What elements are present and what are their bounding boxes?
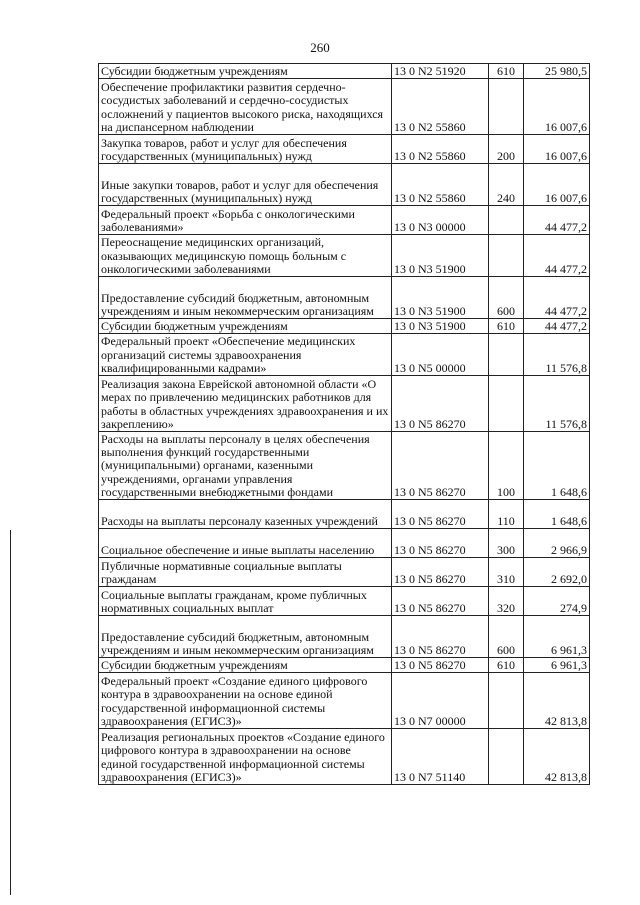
table-row [99,658,590,673]
table-row [99,64,590,79]
row-code-cell: 13 0 N7 51140 [392,729,489,785]
row-type-cell: 610 [489,64,524,79]
table-row [99,432,590,500]
table-row [99,235,590,277]
row-name-cell: Публичные нормативные социальные выплаты гражданам [99,558,392,587]
table-row [99,529,590,558]
table-row [99,558,590,587]
row-sum-cell: 2 692,0 [524,558,590,587]
row-sum-cell: 44 477,2 [524,319,590,334]
row-code-cell: 13 0 N3 00000 [392,206,489,235]
row-type-cell [489,673,524,729]
row-code-cell: 13 0 N2 51920 [392,64,489,79]
row-type-cell: 310 [489,558,524,587]
row-code-cell: 13 0 N5 86270 [392,558,489,587]
row-sum-cell: 6 961,3 [524,616,590,658]
table-row [99,729,590,785]
table-row [99,587,590,616]
row-type-cell [489,235,524,277]
row-code-cell: 13 0 N5 86270 [392,432,489,500]
row-sum-cell: 6 961,3 [524,658,590,673]
table-row [99,319,590,334]
row-sum-cell: 1 648,6 [524,432,590,500]
row-sum-cell: 44 477,2 [524,206,590,235]
row-sum-cell: 42 813,8 [524,673,590,729]
row-code-cell: 13 0 N5 86270 [392,376,489,432]
table-row [99,376,590,432]
row-name-cell: Субсидии бюджетным учреждениям [99,658,392,673]
row-type-cell: 610 [489,319,524,334]
row-type-cell: 100 [489,432,524,500]
row-name-cell: Социальные выплаты гражданам, кроме публичных нормативных социальных выплат [99,587,392,616]
row-code-cell: 13 0 N5 00000 [392,334,489,376]
table-row [99,135,590,164]
row-type-cell: 110 [489,500,524,529]
row-name-cell: Предоставление субсидий бюджетным, автономным учреждениям и иным некоммерческим организациям [99,616,392,658]
row-code-cell: 13 0 N3 51900 [392,319,489,334]
table-row [99,500,590,529]
row-name-cell: Иные закупки товаров, работ и услуг для обеспечения государственных (муниципальных) нужд [99,164,392,206]
row-sum-cell: 11 576,8 [524,376,590,432]
row-code-cell: 13 0 N3 51900 [392,235,489,277]
row-type-cell [489,206,524,235]
row-type-cell: 240 [489,164,524,206]
table-row [99,206,590,235]
table-row [99,79,590,135]
budget-table [98,63,590,785]
row-name-cell: Реализация закона Еврейской автономной области «О мерах по привлечению медицинских работников для работы в областных учреждениях здравоохранения и их закреплению» [99,376,392,432]
page-number: 260 [310,40,330,55]
row-sum-cell: 25 980,5 [524,64,590,79]
row-code-cell: 13 0 N5 86270 [392,587,489,616]
row-sum-cell: 16 007,6 [524,164,590,206]
row-sum-cell: 42 813,8 [524,729,590,785]
row-type-cell: 600 [489,616,524,658]
row-name-cell: Предоставление субсидий бюджетным, автономным учреждениям и иным некоммерческим организациям [99,277,392,319]
budget-table-body [99,64,590,785]
row-sum-cell: 11 576,8 [524,334,590,376]
row-name-cell: Субсидии бюджетным учреждениям [99,64,392,79]
row-name-cell: Федеральный проект «Обеспечение медицинских организаций системы здравоохранения квалифицированными кадрами» [99,334,392,376]
row-type-cell: 320 [489,587,524,616]
row-sum-cell: 44 477,2 [524,277,590,319]
table-row [99,334,590,376]
row-name-cell: Расходы на выплаты персоналу казенных учреждений [99,500,392,529]
row-sum-cell: 16 007,6 [524,79,590,135]
row-name-cell: Реализация региональных проектов «Создание единого цифрового контура в здравоохранении на основе единой государственной информационной системы здравоохранения (ЕГИСЗ)» [99,729,392,785]
row-sum-cell: 274,9 [524,587,590,616]
row-name-cell: Закупка товаров, работ и услуг для обеспечения государственных (муниципальных) нужд [99,135,392,164]
row-type-cell [489,334,524,376]
row-sum-cell: 1 648,6 [524,500,590,529]
row-type-cell: 600 [489,277,524,319]
row-name-cell: Обеспечение профилактики развития сердечно-сосудистых заболеваний и сердечно-сосудистых осложнений у пациентов высокого риска, находящихся на диспансерном наблюдении [99,79,392,135]
row-type-cell [489,376,524,432]
margin-line [10,530,11,895]
row-code-cell: 13 0 N2 55860 [392,164,489,206]
row-name-cell: Социальное обеспечение и иные выплаты населению [99,529,392,558]
row-name-cell: Федеральный проект «Создание единого цифрового контура в здравоохранении на основе единой государственной информационной системы здравоохранения (ЕГИСЗ)» [99,673,392,729]
row-type-cell: 300 [489,529,524,558]
row-code-cell: 13 0 N3 51900 [392,277,489,319]
row-type-cell: 200 [489,135,524,164]
table-row [99,277,590,319]
table-row [99,164,590,206]
row-code-cell: 13 0 N5 86270 [392,616,489,658]
row-sum-cell: 16 007,6 [524,135,590,164]
row-name-cell: Субсидии бюджетным учреждениям [99,319,392,334]
row-code-cell: 13 0 N5 86270 [392,500,489,529]
row-name-cell: Переоснащение медицинских организаций, оказывающих медицинскую помощь больным с онкологическими заболеваниями [99,235,392,277]
row-type-cell [489,729,524,785]
table-row [99,616,590,658]
table-row [99,673,590,729]
row-code-cell: 13 0 N2 55860 [392,135,489,164]
row-name-cell: Расходы на выплаты персоналу в целях обеспечения выполнения функций государственными (муниципальными) органами, казенными учреждениями, органами управления государственными внебюджетными фондами [99,432,392,500]
row-type-cell [489,79,524,135]
row-code-cell: 13 0 N2 55860 [392,79,489,135]
row-code-cell: 13 0 N7 00000 [392,673,489,729]
row-code-cell: 13 0 N5 86270 [392,529,489,558]
row-code-cell: 13 0 N5 86270 [392,658,489,673]
row-type-cell: 610 [489,658,524,673]
row-name-cell: Федеральный проект «Борьба с онкологическими заболеваниями» [99,206,392,235]
row-sum-cell: 44 477,2 [524,235,590,277]
row-sum-cell: 2 966,9 [524,529,590,558]
